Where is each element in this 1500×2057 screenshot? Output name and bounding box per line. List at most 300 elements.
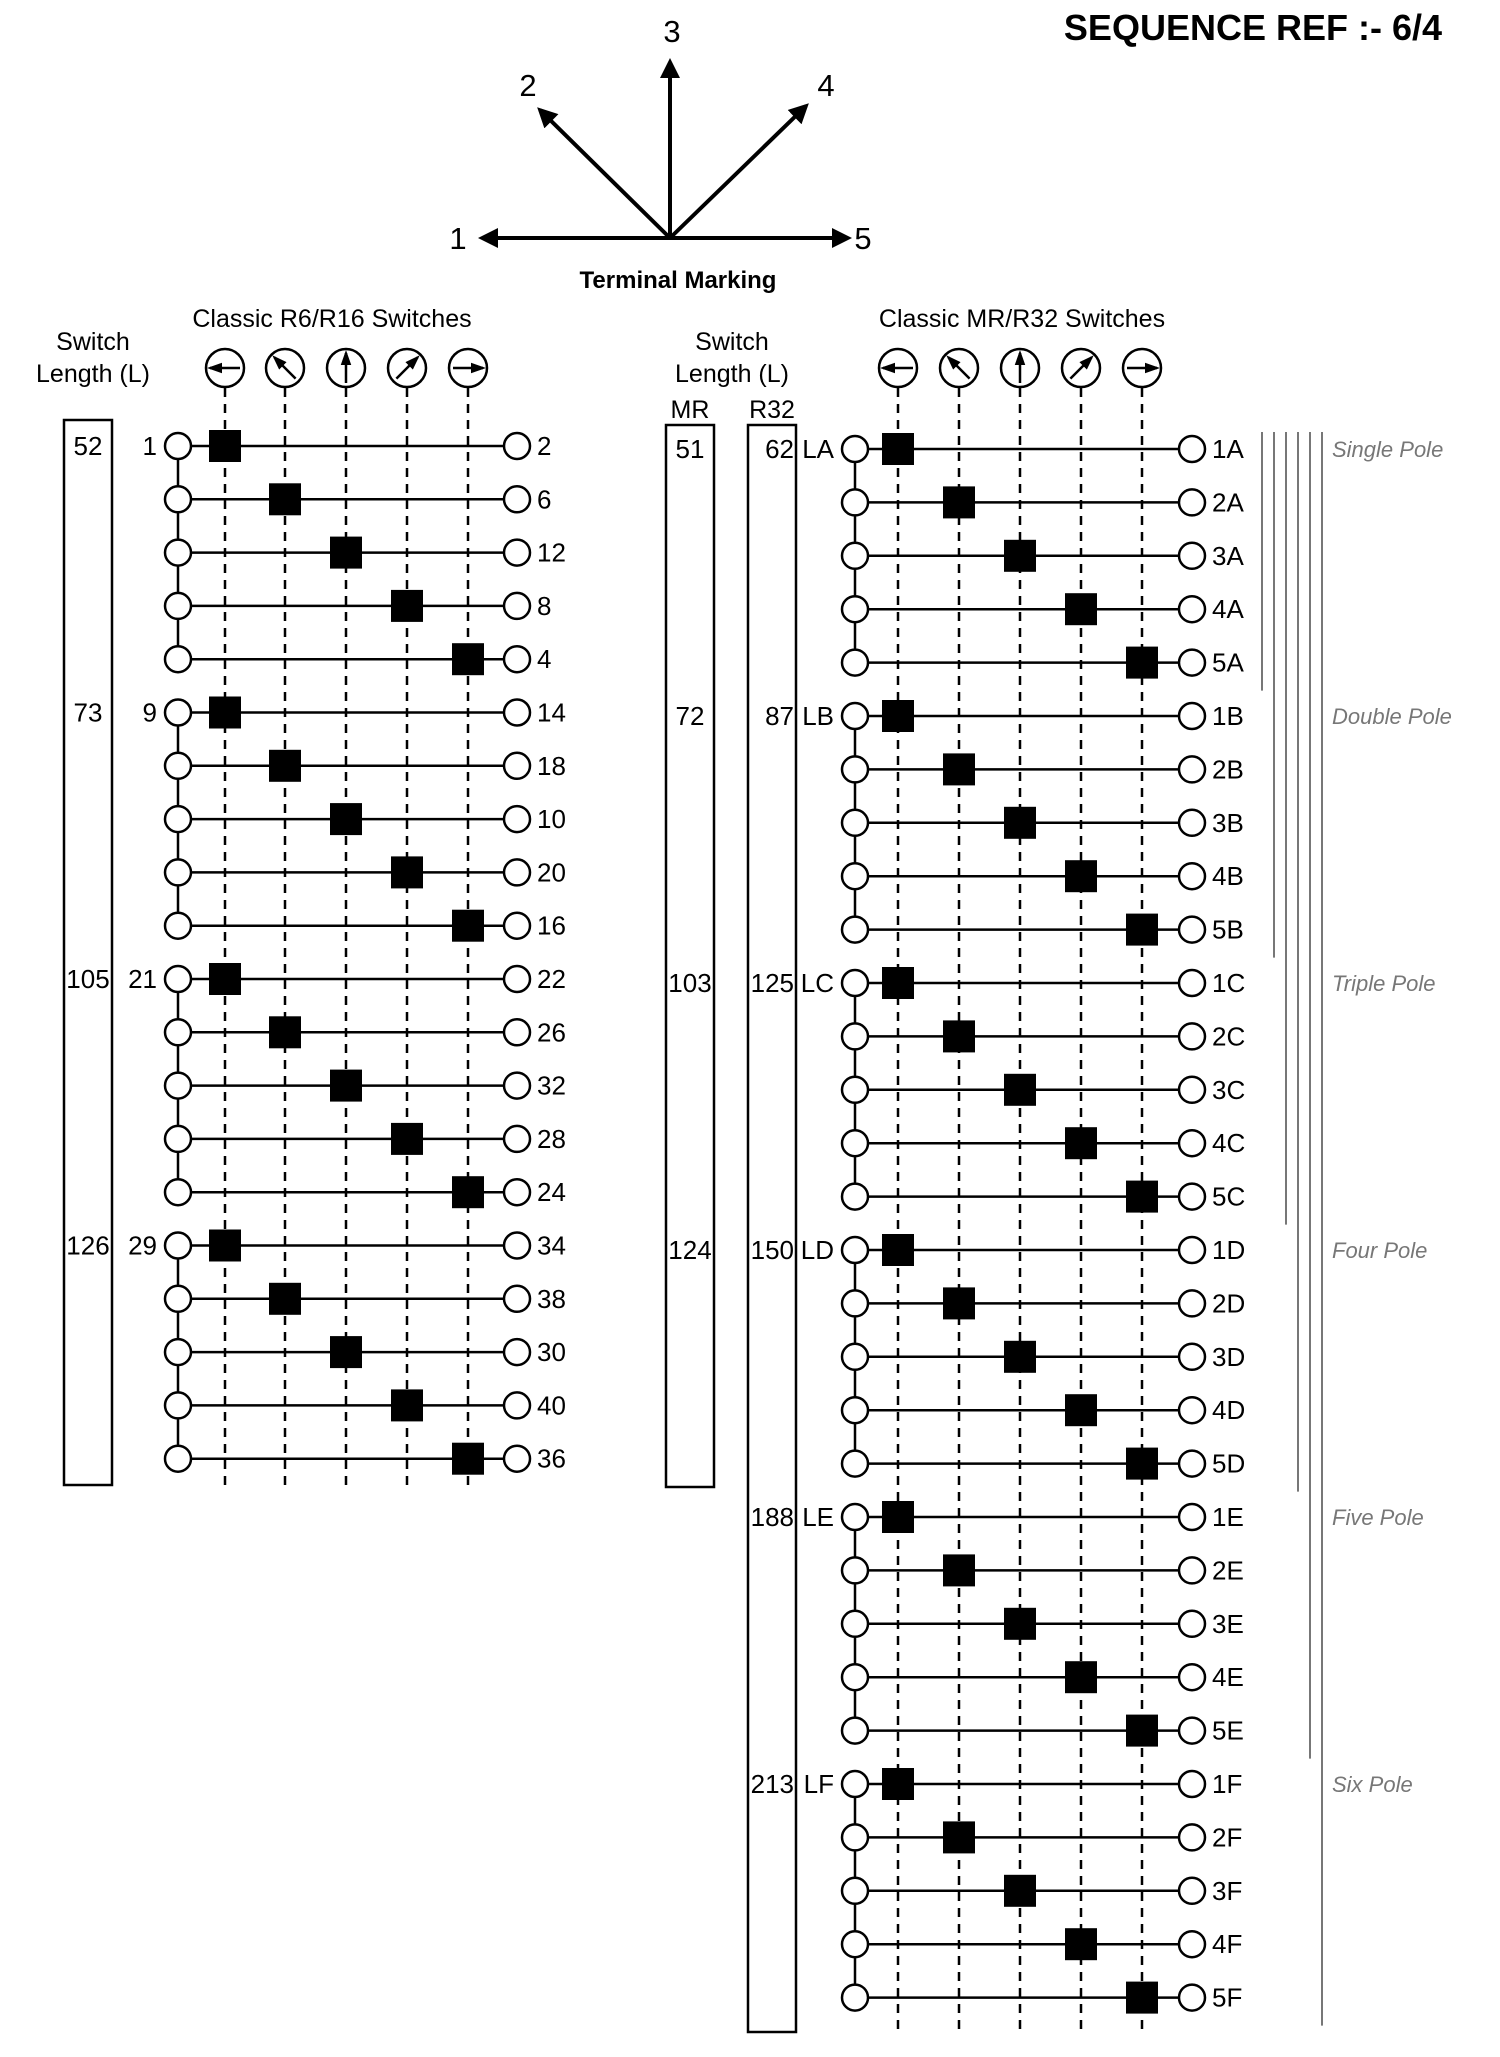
left-input-terminal	[165, 1392, 191, 1418]
right-output-terminal	[1179, 1290, 1205, 1316]
left-contact-row	[165, 856, 566, 888]
left-output-label: 28	[537, 1123, 566, 1154]
right-input-terminal	[842, 1077, 868, 1103]
right-contact-row	[842, 1982, 1242, 2014]
right-output-terminal	[1179, 1451, 1205, 1477]
right-input-terminal	[842, 970, 868, 996]
right-pole-input-label: LC	[800, 968, 834, 998]
right-output-terminal	[1179, 1771, 1205, 1797]
left-output-terminal	[504, 486, 530, 512]
left-contact-row	[165, 590, 551, 622]
mr-switch-length-value: 124	[668, 1235, 712, 1265]
right-output-label: 3B	[1212, 807, 1244, 838]
r32-switch-length-value: 213	[750, 1769, 794, 1799]
right-contact-row	[842, 1821, 1242, 1853]
left-output-label: 18	[537, 750, 566, 781]
left-input-terminal	[165, 593, 191, 619]
right-output-terminal	[1179, 1130, 1205, 1156]
right-output-label: 4C	[1212, 1128, 1246, 1159]
right-output-label: 3D	[1212, 1341, 1246, 1372]
right-output-terminal	[1179, 1023, 1205, 1049]
right-output-terminal	[1179, 1237, 1205, 1263]
right-pole-4	[801, 1234, 1246, 1480]
left-input-terminal	[165, 1339, 191, 1365]
left-input-terminal	[165, 1286, 191, 1312]
left-output-label: 40	[537, 1390, 566, 1421]
right-closed-contact	[1065, 1928, 1097, 1960]
right-closed-contact	[943, 1020, 975, 1052]
right-closed-contact	[1126, 1982, 1158, 2014]
right-closed-contact	[943, 486, 975, 518]
right-output-terminal	[1179, 863, 1205, 889]
left-output-label: 30	[537, 1337, 566, 1368]
right-output-label: 2E	[1212, 1555, 1244, 1586]
right-input-terminal	[842, 436, 868, 462]
right-input-terminal	[842, 1611, 868, 1637]
left-contact-row	[165, 1016, 566, 1048]
right-contact-row	[842, 1715, 1244, 1747]
right-input-terminal	[842, 1237, 868, 1263]
left-pole-input-label: 21	[128, 964, 157, 994]
left-switch-length-value: 52	[73, 431, 103, 461]
left-position-icons	[206, 349, 487, 387]
left-closed-contact	[269, 750, 301, 782]
right-output-label: 2F	[1212, 1822, 1243, 1853]
right-output-label: 5C	[1212, 1181, 1246, 1212]
mr-switch-length-value: 51	[675, 434, 705, 464]
left-output-label: 10	[537, 804, 566, 835]
right-closed-contact	[882, 433, 914, 465]
right-output-terminal	[1179, 756, 1205, 782]
right-pole-input-label: LB	[802, 701, 834, 731]
left-input-terminal	[165, 966, 191, 992]
left-contact-row	[165, 537, 566, 569]
left-output-label: 16	[537, 910, 566, 941]
left-closed-contact	[269, 1283, 301, 1315]
right-output-label: 2B	[1212, 754, 1244, 785]
terminal-arrow-2	[540, 110, 670, 238]
left-output-terminal	[504, 1126, 530, 1152]
left-closed-contact	[269, 1016, 301, 1048]
pole-count-label: Four Pole	[1332, 1238, 1428, 1263]
left-closed-contact	[452, 1176, 484, 1208]
right-output-terminal	[1179, 650, 1205, 676]
left-output-label: 32	[537, 1070, 566, 1101]
right-pole-input-label: LD	[800, 1235, 834, 1265]
right-contact-row	[842, 860, 1244, 892]
right-output-terminal	[1179, 970, 1205, 996]
right-output-label: 3C	[1212, 1074, 1246, 1105]
left-closed-contact	[330, 1336, 362, 1368]
terminal-position-4: 4	[817, 68, 835, 103]
r32-switch-length-value: 125	[750, 968, 794, 998]
left-pole-input-label: 1	[142, 431, 157, 461]
right-arrow-upleft-icon	[940, 349, 978, 387]
right-closed-contact	[1065, 593, 1097, 625]
pole-count-label: Six Pole	[1332, 1772, 1413, 1797]
pole-brackets	[1262, 432, 1452, 2026]
left-arrow-left-icon	[206, 349, 244, 387]
right-output-terminal	[1179, 436, 1205, 462]
left-input-terminal	[165, 1446, 191, 1472]
left-closed-contact	[391, 856, 423, 888]
terminal-marking-diagram	[449, 14, 871, 294]
right-input-terminal	[842, 1130, 868, 1156]
right-closed-contact	[882, 967, 914, 999]
right-contact-row	[842, 1768, 1242, 1800]
right-output-label: 5E	[1212, 1715, 1244, 1746]
left-closed-contact	[452, 1443, 484, 1475]
right-closed-contact	[943, 1554, 975, 1586]
right-closed-contact	[1126, 1448, 1158, 1480]
right-closed-contact	[943, 1287, 975, 1319]
left-input-terminal	[165, 859, 191, 885]
right-output-label: 1E	[1212, 1502, 1244, 1532]
right-output-label: 4B	[1212, 861, 1244, 892]
left-arrow-up-icon	[327, 349, 365, 387]
right-contact-row	[842, 647, 1244, 679]
left-closed-contact	[391, 590, 423, 622]
right-input-terminal	[842, 1504, 868, 1530]
right-input-terminal	[842, 1397, 868, 1423]
right-output-label: 4F	[1212, 1929, 1243, 1960]
left-arrow-upleft-icon	[266, 349, 304, 387]
right-pole-5	[802, 1501, 1244, 1747]
right-contact-row	[842, 540, 1244, 572]
left-input-terminal	[165, 486, 191, 512]
right-contact-row	[842, 1127, 1245, 1159]
right-switch-length-label-1: Switch	[695, 328, 769, 356]
right-output-label: 5A	[1212, 647, 1244, 678]
left-input-terminal	[165, 540, 191, 566]
left-switch-length-value: 73	[73, 697, 103, 728]
right-pole-input-label: LE	[802, 1502, 834, 1532]
r32-switch-length-value: 188	[750, 1502, 794, 1532]
right-output-label: 4A	[1212, 594, 1244, 625]
left-closed-contact	[330, 1070, 362, 1102]
right-input-terminal	[842, 1344, 868, 1370]
left-closed-contact	[209, 1230, 241, 1262]
right-input-terminal	[842, 650, 868, 676]
right-output-terminal	[1179, 1504, 1205, 1530]
right-contact-row	[842, 1074, 1245, 1106]
right-contact-row	[842, 1234, 1245, 1266]
pole-count-label: Single Pole	[1332, 437, 1444, 462]
right-panel-header: Classic MR/R32 Switches	[878, 305, 1166, 333]
right-output-terminal	[1179, 543, 1205, 569]
right-input-terminal	[842, 1771, 868, 1797]
left-output-terminal	[504, 1446, 530, 1472]
left-output-label: 2	[537, 431, 552, 461]
right-output-terminal	[1179, 1985, 1205, 2011]
right-closed-contact	[1065, 1661, 1097, 1693]
left-contact-row	[165, 430, 551, 462]
pole-count-label: Five Pole	[1332, 1505, 1424, 1530]
right-output-terminal	[1179, 1664, 1205, 1690]
left-length-box	[64, 420, 112, 1485]
right-output-label: 1F	[1212, 1769, 1243, 1799]
right-input-terminal	[842, 810, 868, 836]
right-closed-contact	[1004, 1341, 1036, 1373]
left-closed-contact	[330, 537, 362, 569]
right-closed-contact	[1004, 540, 1036, 572]
right-closed-contact	[1126, 914, 1158, 946]
left-output-terminal	[504, 913, 530, 939]
right-input-terminal	[842, 703, 868, 729]
left-output-terminal	[504, 433, 530, 459]
right-input-terminal	[842, 489, 868, 515]
left-switch-length-value: 105	[66, 964, 110, 994]
right-input-terminal	[842, 543, 868, 569]
left-output-label: 14	[537, 697, 566, 728]
right-arrow-right-icon	[1123, 349, 1161, 387]
left-input-terminal	[165, 646, 191, 672]
left-switch-length-label-2: Length (L)	[36, 360, 150, 388]
mr-switch-length-value: 72	[675, 701, 705, 731]
right-output-label: 5D	[1212, 1448, 1246, 1479]
right-contact-row	[842, 593, 1244, 625]
r32-switch-length-value: 87	[765, 701, 794, 731]
right-contact-row	[842, 1501, 1244, 1533]
left-output-terminal	[504, 1073, 530, 1099]
pole-count-label: Double Pole	[1332, 704, 1452, 729]
right-output-terminal	[1179, 489, 1205, 515]
right-output-label: 1C	[1212, 968, 1246, 998]
left-output-terminal	[504, 1392, 530, 1418]
right-closed-contact	[882, 1501, 914, 1533]
left-input-terminal	[165, 913, 191, 939]
left-input-terminal	[165, 1126, 191, 1152]
left-closed-contact	[330, 803, 362, 835]
right-output-label: 2C	[1212, 1021, 1246, 1052]
left-output-terminal	[504, 1286, 530, 1312]
right-output-terminal	[1179, 1824, 1205, 1850]
right-output-terminal	[1179, 917, 1205, 943]
left-contact-row	[165, 697, 566, 729]
left-output-label: 20	[537, 857, 566, 888]
right-input-terminal	[842, 756, 868, 782]
left-output-terminal	[504, 1019, 530, 1045]
right-contact-row	[842, 1287, 1245, 1319]
left-closed-contact	[452, 643, 484, 675]
right-closed-contact	[1065, 1394, 1097, 1426]
left-output-label: 38	[537, 1283, 566, 1314]
terminal-position-1: 1	[449, 221, 467, 256]
left-pole-input-label: 9	[142, 697, 157, 728]
left-closed-contact	[209, 697, 241, 729]
right-pole-2	[802, 700, 1244, 946]
right-input-terminal	[842, 1290, 868, 1316]
right-closed-contact	[1004, 1608, 1036, 1640]
left-closed-contact	[391, 1389, 423, 1421]
right-closed-contact	[1126, 647, 1158, 679]
right-input-terminal	[842, 1878, 868, 1904]
right-closed-contact	[1004, 807, 1036, 839]
left-output-terminal	[504, 806, 530, 832]
left-pole-1	[143, 430, 566, 675]
right-contact-row	[842, 914, 1244, 946]
right-input-terminal	[842, 863, 868, 889]
right-input-terminal	[842, 1931, 868, 1957]
left-output-terminal	[504, 540, 530, 566]
left-input-terminal	[165, 753, 191, 779]
left-closed-contact	[209, 963, 241, 995]
right-input-terminal	[842, 1985, 868, 2011]
mr-switch-length-value: 103	[668, 968, 712, 998]
left-panel-header: Classic R6/R16 Switches	[192, 305, 472, 333]
right-closed-contact	[882, 700, 914, 732]
right-output-terminal	[1179, 1557, 1205, 1583]
left-output-terminal	[504, 1179, 530, 1205]
r32-switch-length-value: 62	[765, 434, 794, 464]
mr-length-box	[666, 425, 714, 1487]
right-output-label: 1B	[1212, 701, 1244, 731]
right-output-label: 1D	[1212, 1235, 1246, 1265]
left-output-label: 24	[537, 1177, 566, 1208]
right-contact-row	[842, 1394, 1245, 1426]
left-output-label: 4	[537, 644, 552, 675]
left-input-terminal	[165, 806, 191, 832]
right-position-icons	[879, 349, 1161, 387]
right-output-label: 1A	[1212, 434, 1244, 464]
r32-switch-length-value: 150	[750, 1235, 794, 1265]
left-input-terminal	[165, 433, 191, 459]
right-closed-contact	[1004, 1875, 1036, 1907]
right-contact-row	[842, 1661, 1244, 1693]
left-output-terminal	[504, 593, 530, 619]
right-input-terminal	[842, 1451, 868, 1477]
left-contact-row	[165, 483, 551, 515]
right-contact-row	[842, 807, 1244, 839]
right-output-label: 4D	[1212, 1395, 1246, 1426]
right-output-label: 3E	[1212, 1608, 1244, 1639]
right-closed-contact	[1065, 1127, 1097, 1159]
right-output-terminal	[1179, 703, 1205, 729]
right-pole-6	[804, 1768, 1243, 2014]
left-input-terminal	[165, 1019, 191, 1045]
right-contact-row	[842, 486, 1244, 518]
left-output-terminal	[504, 646, 530, 672]
right-input-terminal	[842, 1824, 868, 1850]
right-closed-contact	[882, 1768, 914, 1800]
left-output-label: 8	[537, 590, 552, 621]
right-contact-row	[842, 1020, 1245, 1052]
page-title: SEQUENCE REF :- 6/4	[1063, 7, 1442, 48]
left-pole-input-label: 29	[128, 1230, 157, 1261]
left-closed-contact	[452, 910, 484, 942]
right-output-terminal	[1179, 1931, 1205, 1957]
left-pole-2	[143, 697, 566, 942]
right-output-terminal	[1179, 1344, 1205, 1370]
left-output-label: 12	[537, 537, 566, 568]
left-output-label: 36	[537, 1443, 566, 1474]
left-contact-row	[165, 963, 566, 995]
r32-column-header: R32	[749, 396, 795, 424]
left-output-terminal	[504, 859, 530, 885]
right-contact-row	[842, 1341, 1245, 1373]
left-output-terminal	[504, 753, 530, 779]
left-closed-contact	[269, 483, 301, 515]
right-output-label: 2A	[1212, 487, 1244, 518]
terminal-position-3: 3	[663, 14, 681, 49]
terminal-position-5: 5	[854, 221, 872, 256]
right-output-terminal	[1179, 810, 1205, 836]
right-contact-row	[842, 1181, 1245, 1213]
right-pole-input-label: LF	[803, 1769, 834, 1799]
right-closed-contact	[1126, 1181, 1158, 1213]
right-closed-contact	[1065, 860, 1097, 892]
left-contact-row	[165, 643, 551, 675]
right-closed-contact	[943, 1821, 975, 1853]
right-closed-contact	[1004, 1074, 1036, 1106]
right-contact-row	[842, 1448, 1245, 1480]
left-pole-4	[128, 1230, 566, 1475]
right-contact-row	[842, 1608, 1244, 1640]
right-output-terminal	[1179, 1878, 1205, 1904]
right-output-terminal	[1179, 1718, 1205, 1744]
right-arrow-up-icon	[1001, 349, 1039, 387]
right-input-terminal	[842, 596, 868, 622]
left-switch-length-label-1: Switch	[56, 328, 130, 356]
right-pole-3	[801, 967, 1246, 1213]
right-input-terminal	[842, 1664, 868, 1690]
right-input-terminal	[842, 1718, 868, 1744]
left-input-terminal	[165, 700, 191, 726]
right-output-label: 3F	[1212, 1875, 1243, 1906]
right-output-label: 2D	[1212, 1288, 1246, 1319]
right-output-terminal	[1179, 1611, 1205, 1637]
left-output-label: 26	[537, 1017, 566, 1048]
right-output-label: 5F	[1212, 1982, 1243, 2013]
right-contact-row	[842, 1875, 1242, 1907]
right-contact-row	[842, 433, 1244, 465]
left-switch-grid	[128, 388, 566, 1487]
right-arrow-upright-icon	[1062, 349, 1100, 387]
right-arrow-left-icon	[879, 349, 917, 387]
right-output-label: 4E	[1212, 1662, 1244, 1693]
left-output-terminal	[504, 700, 530, 726]
left-output-terminal	[504, 1339, 530, 1365]
right-contact-row	[842, 753, 1244, 785]
left-output-label: 34	[537, 1230, 566, 1261]
right-output-terminal	[1179, 1077, 1205, 1103]
right-closed-contact	[943, 753, 975, 785]
left-output-terminal	[504, 1233, 530, 1259]
left-output-terminal	[504, 966, 530, 992]
mr-column-header: MR	[670, 396, 710, 424]
right-pole-input-label: LA	[802, 434, 834, 464]
right-closed-contact	[882, 1234, 914, 1266]
left-arrow-right-icon	[449, 349, 487, 387]
right-input-terminal	[842, 1557, 868, 1583]
right-contact-row	[842, 1928, 1242, 1960]
left-contact-row	[165, 1230, 566, 1262]
right-contact-row	[842, 1554, 1244, 1586]
right-output-terminal	[1179, 1184, 1205, 1210]
right-input-terminal	[842, 1023, 868, 1049]
right-input-terminal	[842, 917, 868, 943]
pole-count-label: Triple Pole	[1332, 971, 1436, 996]
left-input-terminal	[165, 1073, 191, 1099]
left-input-terminal	[165, 1233, 191, 1259]
right-output-label: 3A	[1212, 540, 1244, 571]
terminal-arrow-4	[670, 106, 806, 238]
right-contact-row	[842, 700, 1244, 732]
right-output-terminal	[1179, 596, 1205, 622]
length-labels	[66, 431, 794, 1799]
left-output-label: 6	[537, 484, 552, 515]
terminal-marking-caption: Terminal Marking	[579, 267, 777, 294]
